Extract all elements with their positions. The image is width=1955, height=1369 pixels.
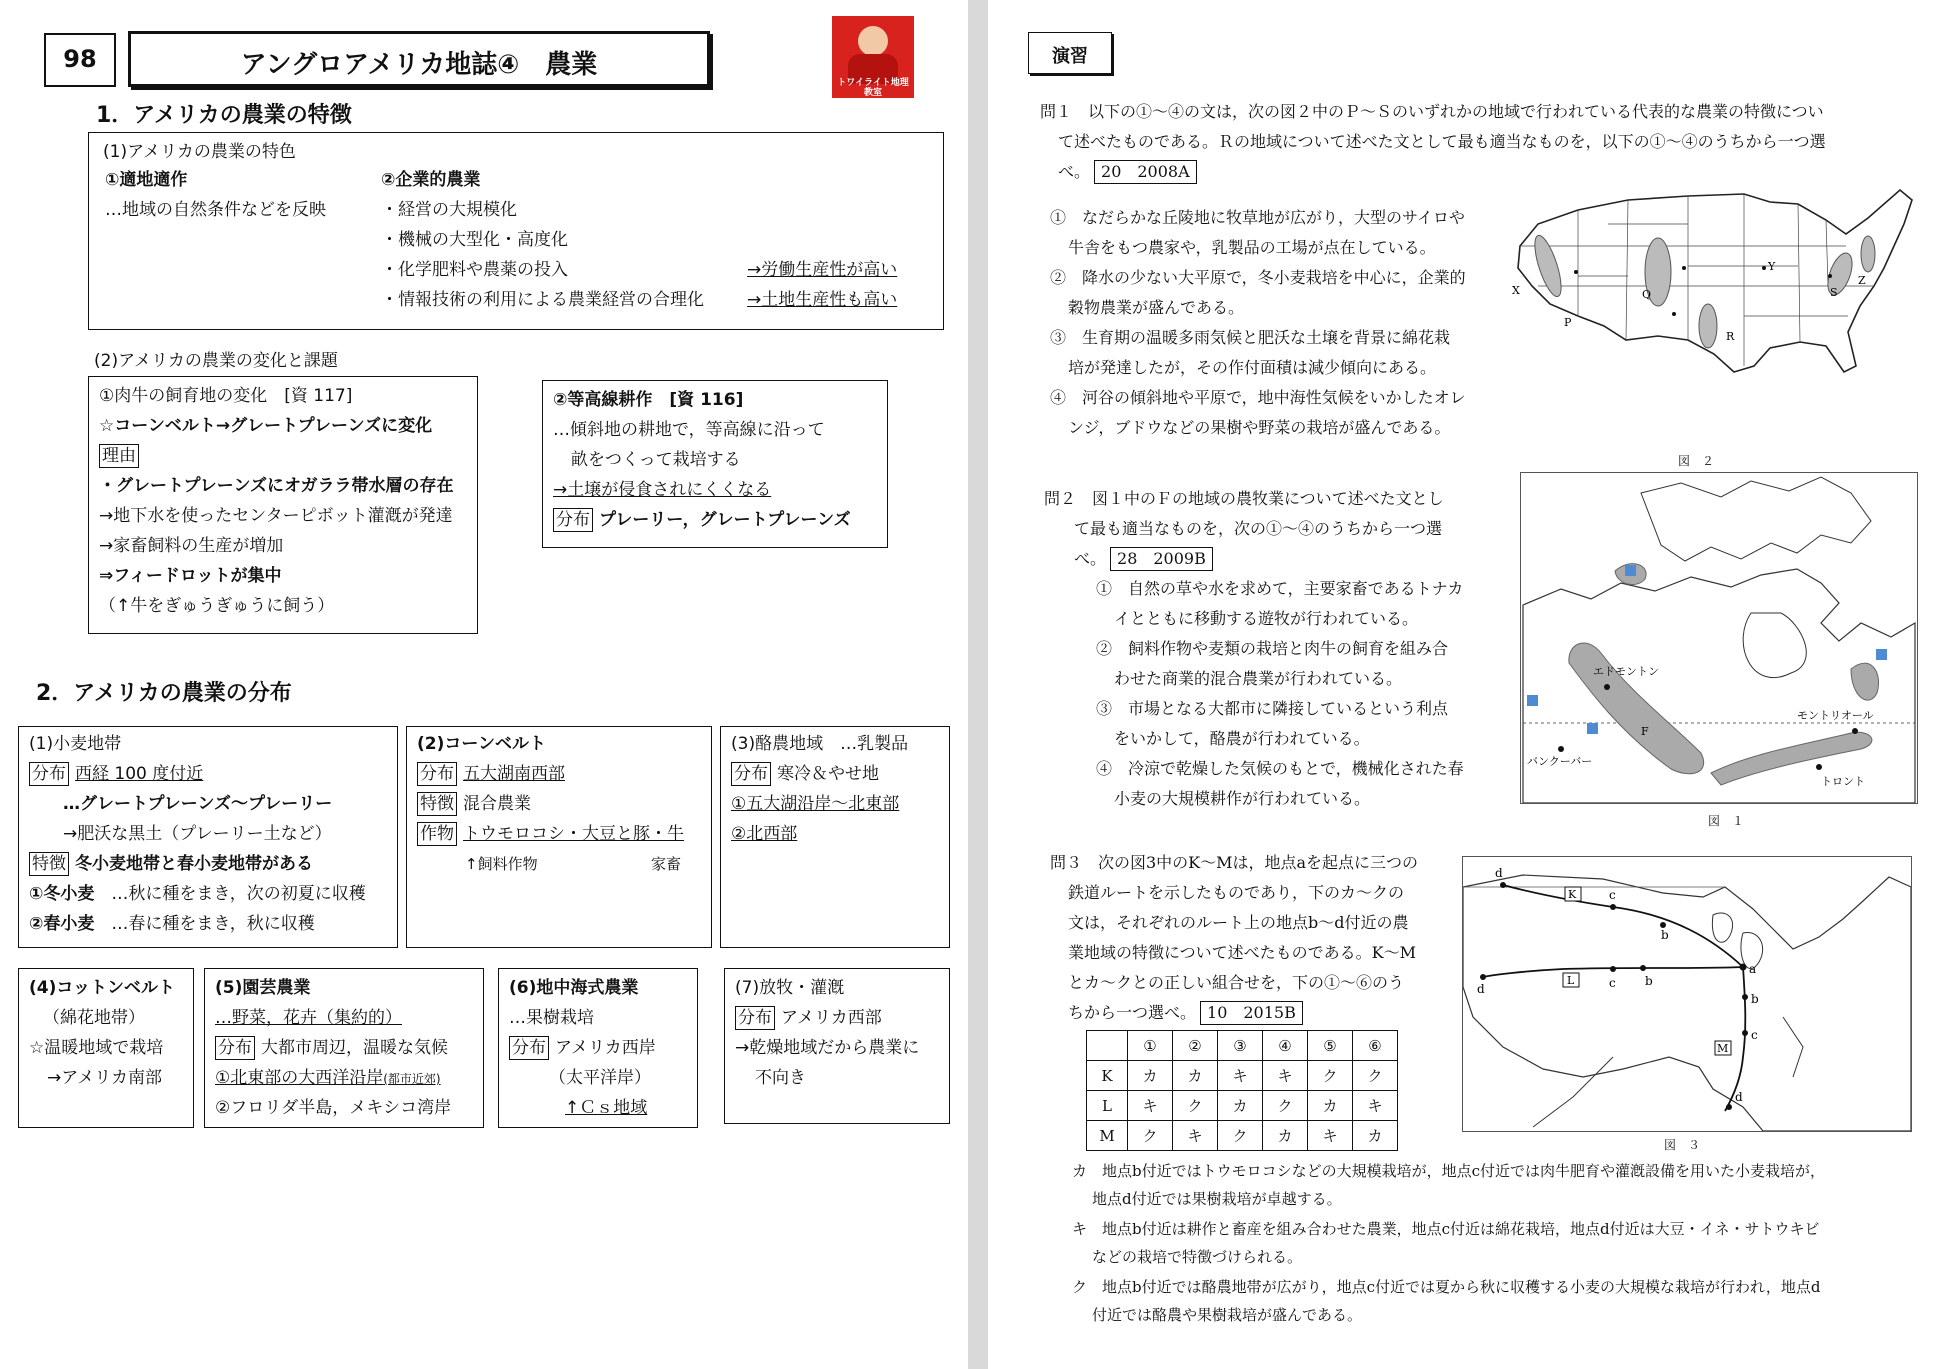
q3-answer-table xyxy=(1086,1030,1398,1151)
q2-opt-1b: イとともに移動する遊牧が行われている。 xyxy=(1114,609,1419,628)
exercise-heading: 演習 xyxy=(1052,46,1088,67)
spring-wheat-desc: …春に種をまき，秋に収穫 xyxy=(111,914,315,934)
q2-opt-4b: 小麦の大規模耕作が行われている。 xyxy=(1114,789,1371,808)
medit-title: (6)地中海式農業 xyxy=(509,978,639,998)
horti-title: (5)園芸農業 xyxy=(215,978,311,998)
table-row xyxy=(1087,1091,1398,1121)
q2-ref: 28 2009B xyxy=(1110,547,1213,571)
horti-line-4: ②フロリダ半島，メキシコ湾岸 xyxy=(215,1098,452,1118)
kigyou-line-3: ・化学肥料や農薬の投入 xyxy=(381,260,568,280)
fig1-label-toronto: トロント xyxy=(1821,775,1865,788)
ranch-dist: アメリカ西部 xyxy=(781,1008,882,1028)
dairy-dist-tag: 分布 xyxy=(731,762,771,786)
q1-opt-1b: 牛舎をもつ農家や，乳製品の工場が点在している。 xyxy=(1068,238,1436,257)
q3-stmt-ka-b: 地点d付近では果樹栽培が卓越する。 xyxy=(1092,1190,1342,1208)
table-cell: ク xyxy=(1218,1121,1263,1151)
wheat-feature-tag: 特徴 xyxy=(29,852,69,876)
q2-line-1: 問２ 図１中のＦの地域の農牧業について述べた文とし xyxy=(1044,489,1444,508)
table-cell: ク xyxy=(1353,1061,1398,1091)
dairy-line-3: ②北西部 xyxy=(731,824,798,844)
beef-line-6: ⇒フィードロットが集中 xyxy=(99,566,282,586)
beef-line-2: ☆コーンベルト→グレートプレーンズに変化 xyxy=(99,416,433,436)
beef-line-1: ①肉牛の飼育地の変化 [資 117] xyxy=(99,386,353,406)
q2-opt-2b: わせた商業的混合農業が行われている。 xyxy=(1114,669,1403,688)
table-cell: キ xyxy=(1353,1091,1398,1121)
logo xyxy=(832,16,914,98)
section1-heading: 1．アメリカの農業の特徴 xyxy=(96,103,352,128)
contour-line-4: →土壌が侵食されにくくなる xyxy=(553,480,772,500)
beef-line-3: ・グレートプレーンズにオガララ帯水層の存在 xyxy=(99,476,454,496)
ranch-line-3: 不向き xyxy=(755,1068,806,1088)
cotton-line-1: （綿花地帯） xyxy=(43,1008,145,1028)
q1-opt-1a: ① なだらかな丘陵地に牧草地が広がり，大型のサイロや xyxy=(1050,208,1465,227)
contour-dist-tag: 分布 xyxy=(553,508,593,532)
contour-dist: プレーリー，グレートプレーンズ xyxy=(599,510,851,530)
features-title: (1)アメリカの農業の特色 xyxy=(103,142,296,162)
q1-opt-3a: ③ 生育期の温暖多雨気候と肥沃な土壌を背景に綿花栽 xyxy=(1050,328,1451,347)
q3-line-1: 問３ 次の図3中のK～Mは，地点aを起点に三つの xyxy=(1050,853,1419,872)
q3-stmt-ku-b: 付近では酪農や果樹栽培が盛んである。 xyxy=(1092,1306,1363,1324)
table-cell: ク xyxy=(1128,1121,1173,1151)
q3-stmt-ka-a: カ 地点b付近ではトウモロコシなどの大規模栽培が，地点c付近では肉牛肥育や灌漑設備を用いた小麦栽培が， xyxy=(1072,1162,1826,1180)
beef-line-7: （↑牛をぎゅうぎゅうに飼う） xyxy=(99,596,335,616)
ranch-line-2: →乾燥地域だから農業に xyxy=(735,1038,920,1058)
table-cell: ② xyxy=(1173,1031,1218,1061)
horti-line-3: ①北東部の大西洋沿岸 xyxy=(215,1068,384,1088)
cotton-line-2: ☆温暖地域で栽培 xyxy=(29,1038,164,1058)
table-cell: カ xyxy=(1263,1121,1308,1151)
result-land: →土地生産性も高い xyxy=(747,290,898,310)
table-cell: キ xyxy=(1263,1061,1308,1091)
contour-line-1: ②等高線耕作 [資 116] xyxy=(553,390,744,410)
medit-line-4: ↑Ｃｓ地域 xyxy=(565,1098,648,1118)
corn-title: (2)コーンベルト xyxy=(417,734,547,754)
kigyou-heading: ②企業的農業 xyxy=(381,170,481,190)
horti-dist-tag: 分布 xyxy=(215,1036,255,1060)
section2-heading: 2．アメリカの農業の分布 xyxy=(36,681,292,706)
fig1-map xyxy=(1520,472,1918,804)
fig3-label-d2: d xyxy=(1477,982,1485,996)
beef-change-box xyxy=(88,376,478,634)
medit-line-3: （太平洋岸） xyxy=(549,1068,651,1088)
mediterranean-box xyxy=(498,968,698,1128)
winter-wheat-desc: …秋に種をまき，次の初夏に収穫 xyxy=(111,884,366,904)
table-cell: カ xyxy=(1173,1061,1218,1091)
result-labor: →労働生産性が高い xyxy=(747,260,898,280)
q3-line-2: 鉄道ルートを示したものであり，下のカ～クの xyxy=(1068,883,1405,902)
q3-line-3: 文は，それぞれのルート上の地点b～d付近の農 xyxy=(1068,913,1409,932)
tekichi-heading: ①適地適作 xyxy=(105,170,188,190)
wheat-title: (1)小麦地帯 xyxy=(29,734,122,754)
table-cell: キ xyxy=(1128,1091,1173,1121)
fig2-label-r: R xyxy=(1726,330,1735,343)
wheat-line-3: →肥沃な黒土（プレーリー土など） xyxy=(63,824,332,844)
table-cell: ク xyxy=(1263,1091,1308,1121)
q2-opt-3b: をいかして，酪農が行われている。 xyxy=(1114,729,1370,748)
q2-opt-1a: ① 自然の草や水を求めて，主要家畜であるトナカ xyxy=(1096,579,1464,598)
corn-note-feed: ↑飼料作物 xyxy=(465,855,538,873)
horticulture-box xyxy=(204,968,484,1128)
fig2-label-q: Q xyxy=(1642,288,1652,301)
table-cell: ク xyxy=(1308,1061,1353,1091)
table-cell: カ xyxy=(1308,1091,1353,1121)
q2-opt-3a: ③ 市場となる大都市に隣接しているという利点 xyxy=(1096,699,1449,718)
table-header-row xyxy=(1087,1031,1398,1061)
table-cell: カ xyxy=(1218,1091,1263,1121)
logo-text: トワイライト地理教室 xyxy=(837,78,909,98)
contour-box xyxy=(542,380,888,548)
fig3-label-c3: c xyxy=(1751,1028,1758,1042)
winter-wheat: ①冬小麦 xyxy=(29,884,95,904)
fig3-label-c2: c xyxy=(1609,976,1616,990)
logo-face-icon xyxy=(858,26,888,56)
q2-opt-2a: ② 飼料作物や麦類の栽培と肉牛の飼育を組み合 xyxy=(1096,639,1449,658)
q1-opt-2b: 穀物農業が盛んである。 xyxy=(1068,298,1245,317)
fig1-label-edmonton: エドモントン xyxy=(1593,665,1659,678)
wheat-dist-tag: 分布 xyxy=(29,762,69,786)
q1-line-3: べ。 xyxy=(1058,162,1091,181)
table-cell: K xyxy=(1087,1061,1128,1091)
corn-dist: 五大湖南西部 xyxy=(463,764,565,784)
table-cell: ⑤ xyxy=(1308,1031,1353,1061)
q3-ref: 10 2015B xyxy=(1200,1001,1303,1025)
left-page xyxy=(0,0,968,1369)
q2-opt-4a: ④ 冷涼で乾燥した気候のもとで，機械化された春 xyxy=(1096,759,1464,778)
page-number: 98 xyxy=(63,45,97,73)
table-cell: カ xyxy=(1353,1121,1398,1151)
fig2-label-x: X xyxy=(1512,284,1520,297)
medit-dist-tag: 分布 xyxy=(509,1036,549,1060)
q1-ref: 20 2008A xyxy=(1094,160,1197,184)
fig2-caption: 図 ２ xyxy=(1678,454,1715,468)
wheat-box xyxy=(18,726,398,948)
right-page xyxy=(988,0,1955,1369)
fig3-label-k: K xyxy=(1568,888,1577,901)
spring-wheat: ②春小麦 xyxy=(29,914,95,934)
table-cell: ク xyxy=(1173,1091,1218,1121)
fig3-label-l: L xyxy=(1567,974,1575,987)
changes-title: (2)アメリカの農業の変化と課題 xyxy=(94,351,338,371)
q2-line-2: て最も適当なものを，次の①～④のうちから一つ選 xyxy=(1074,519,1443,538)
beef-line-4: →地下水を使ったセンターピボット灌漑が発達 xyxy=(99,506,453,526)
fig1-label-f: F xyxy=(1641,725,1649,738)
fig3-label-m: M xyxy=(1717,1042,1729,1055)
dairy-title: (3)酪農地域 …乳製品 xyxy=(731,734,909,754)
table-cell: カ xyxy=(1128,1061,1173,1091)
table-cell: L xyxy=(1087,1091,1128,1121)
q3-line-5: とカ～クとの正しい組合せを，下の①～⑥のう xyxy=(1068,973,1405,992)
fig2-map xyxy=(1508,176,1922,376)
kigyou-line-1: ・経営の大規模化 xyxy=(381,200,517,220)
tekichi-line: …地域の自然条件などを反映 xyxy=(105,200,326,220)
fig3-label-d1: d xyxy=(1495,866,1503,880)
q1-opt-4a: ④ 河谷の傾斜地や平原で，地中海性気候をいかしたオレ xyxy=(1050,388,1466,407)
table-cell: ④ xyxy=(1263,1031,1308,1061)
horti-line-3-note: (都市近郊) xyxy=(383,1072,441,1086)
q2-line-3: べ。 xyxy=(1074,549,1107,568)
horti-dist: 大都市周辺，温暖な気候 xyxy=(261,1038,448,1058)
ranch-dist-tag: 分布 xyxy=(735,1006,775,1030)
page-title: アングロアメリカ地誌④ 農業 xyxy=(240,50,598,80)
table-cell xyxy=(1087,1031,1128,1061)
dairy-box xyxy=(720,726,950,948)
contour-line-3: 畝をつくって栽培する xyxy=(571,450,741,470)
table-cell: ① xyxy=(1128,1031,1173,1061)
table-cell: キ xyxy=(1218,1061,1263,1091)
q1-opt-3b: 培が発達したが，その作付面積は減少傾向にある。 xyxy=(1068,358,1437,377)
ranching-box xyxy=(724,968,950,1124)
fig1-label-montreal: モントリオール xyxy=(1797,709,1874,722)
medit-line-1: …果樹栽培 xyxy=(509,1008,594,1028)
corn-dist-tag: 分布 xyxy=(417,762,457,786)
fig2-label-z: Z xyxy=(1858,274,1866,287)
medit-dist: アメリカ西岸 xyxy=(555,1038,656,1058)
table-cell: キ xyxy=(1308,1121,1353,1151)
fig1-caption: 図 １ xyxy=(1708,814,1745,828)
wheat-feature: 冬小麦地帯と春小麦地帯がある xyxy=(75,854,313,874)
fig2-label-s: S xyxy=(1830,286,1838,299)
fig3-label-d3: d xyxy=(1735,1090,1743,1104)
table-row xyxy=(1087,1121,1398,1151)
fig2-label-p: P xyxy=(1564,316,1572,329)
fig3-label-b1: b xyxy=(1661,928,1669,942)
beef-line-5: →家畜飼料の生産が増加 xyxy=(99,536,284,556)
fig1-label-vancouver: バンクーバー xyxy=(1527,755,1593,768)
exercise-heading-box xyxy=(1028,32,1112,74)
horti-line-1: …野菜，花卉（集約的） xyxy=(215,1008,402,1028)
page-number-box xyxy=(44,33,116,87)
fig3-label-c1: c xyxy=(1609,888,1616,902)
corn-feature: 混合農業 xyxy=(463,794,531,814)
wheat-dist: 西経 100 度付近 xyxy=(75,764,204,784)
corn-box xyxy=(406,726,712,948)
cotton-line-3: →アメリカ南部 xyxy=(47,1068,163,1088)
wheat-line-2: …グレートプレーンズ～プレーリー xyxy=(63,794,333,814)
fig2-label-y: Y xyxy=(1768,260,1776,273)
q3-stmt-ki-b: などの栽培で特徴づけられる。 xyxy=(1092,1248,1303,1266)
q1-line-1: 問１ 以下の①～④の文は，次の図２中のＰ～Ｓのいずれかの地域で行われている代表的な農業の特徴につい xyxy=(1040,102,1824,121)
q3-line-4: 業地域の特徴について述べたものである。K～M xyxy=(1068,943,1417,962)
contour-line-2: …傾斜地の耕地で，等高線に沿って xyxy=(553,420,825,440)
q1-line-2: て述べたものである。Ｒの地域について述べた文として最も適当なものを，以下の①～④のうちから一つ選 xyxy=(1058,132,1826,151)
title-box xyxy=(128,31,710,87)
q1-opt-2a: ② 降水の少ない大平原で，冬小麦栽培を中心に，企業的 xyxy=(1050,268,1466,287)
corn-note-livestock: 家畜 xyxy=(651,855,682,873)
features-box xyxy=(88,132,944,330)
q3-line-6: ちから一つ選べ。 xyxy=(1068,1003,1197,1022)
corn-crops-tag: 作物 xyxy=(417,822,457,846)
fig3-caption: 図 ３ xyxy=(1664,1138,1701,1152)
q1-opt-4b: ンジ，ブドウなどの果樹や野菜の栽培が盛んである。 xyxy=(1068,418,1451,437)
kigyou-line-2: ・機械の大型化・高度化 xyxy=(381,230,568,250)
reason-tag: 理由 xyxy=(99,444,139,468)
corn-crops: トウモロコシ・大豆と豚・牛 xyxy=(463,824,684,844)
ranch-title: (7)放牧・灌漑 xyxy=(735,978,845,998)
table-cell: ③ xyxy=(1218,1031,1263,1061)
table-cell: キ xyxy=(1173,1121,1218,1151)
dairy-dist: 寒冷＆やせ地 xyxy=(777,764,879,784)
dairy-line-2: ①五大湖沿岸～北東部 xyxy=(731,794,900,814)
fig3-label-b3: b xyxy=(1751,992,1759,1006)
fig3-map xyxy=(1462,856,1912,1132)
table-row xyxy=(1087,1061,1398,1091)
q3-stmt-ki-a: キ 地点b付近は耕作と畜産を組み合わせた農業，地点c付近は綿花栽培，地点d付近は大豆・イネ・サトウキビ xyxy=(1072,1220,1820,1238)
corn-feature-tag: 特徴 xyxy=(417,792,457,816)
table-cell: M xyxy=(1087,1121,1128,1151)
fig3-label-b2: b xyxy=(1645,974,1653,988)
q3-stmt-ku-a: ク 地点b付近では酪農地帯が広がり，地点c付近では夏から秋に収穫する小麦の大規模な栽培が行われ，地点d xyxy=(1072,1278,1821,1296)
cotton-box xyxy=(18,968,194,1128)
table-cell: ⑥ xyxy=(1353,1031,1398,1061)
fig3-label-a: a xyxy=(1749,962,1757,976)
cotton-title: (4)コットンベルト xyxy=(29,978,176,998)
kigyou-line-4: ・情報技術の利用による農業経営の合理化 xyxy=(381,290,704,310)
